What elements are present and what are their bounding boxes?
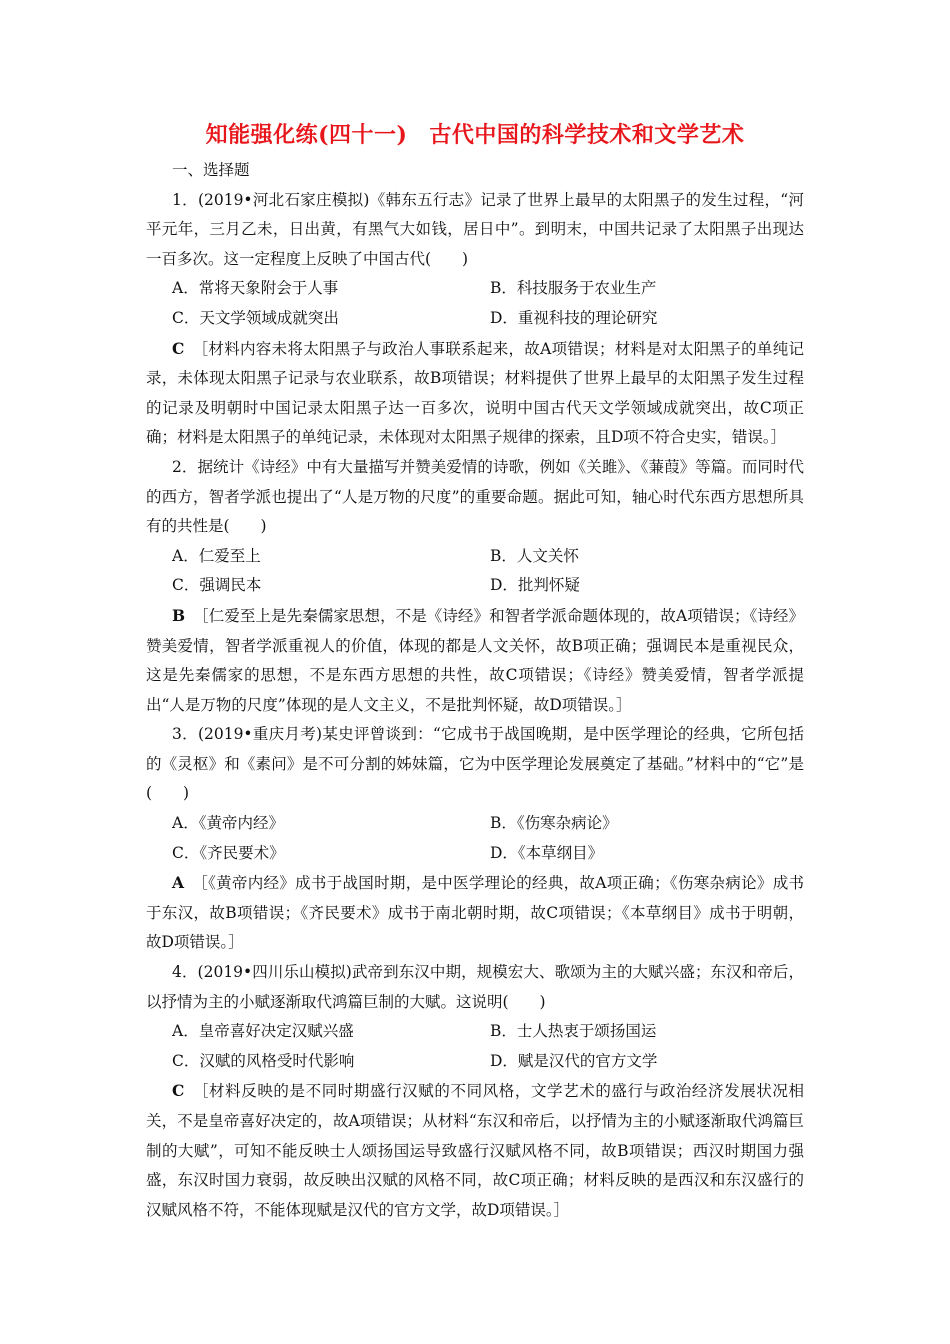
title-main: 知能强化练(四十一): [205, 122, 408, 148]
answer-explanation: ［《黄帝内经》成书于战国时期，是中医学理论的经典，故A项正确；《伤寒杂病论》成书于东汉，故B项错误；《齐民要术》成书于南北朝时期，故C项错误；《本草纲目》成书于明朝，故D项错误。］: [146, 874, 804, 952]
option-a: A．仁爱至上: [172, 546, 261, 565]
question-stem: 3．(2019•重庆月考)某史评曾谈到：“它成书于战国晚期，是中医学理论的经典，它所包括的《灵枢》和《素问》是不可分割的姊妹篇，它为中医学理论发展奠定了基础。”材料中的“它”是( ): [146, 725, 804, 803]
option-a: A．常将天象附会于人事: [172, 279, 339, 298]
answer-letter: B: [172, 605, 186, 625]
question-2: [146, 453, 804, 720]
option-b: B．士人热衷于颂扬国运: [490, 1022, 657, 1041]
question-4: [146, 958, 804, 1225]
answer-letter: C: [172, 1081, 185, 1101]
question-stem: 1．(2019•河北石家庄模拟)《韩东五行志》记录了世界上最早的太阳黑子的发生过程，“河平元年，三月乙未，日出黄，有黑气大如钱，居日中”。到明末，中国共记录了太阳黑子出现达一百多次。这一定程度上反映了中国古代( ): [146, 190, 804, 268]
option-c: C．强调民本: [172, 576, 262, 595]
answer-letter: C: [172, 338, 185, 358]
option-c: C．《齐民要术》: [172, 843, 285, 862]
option-b: B．人文关怀: [490, 546, 579, 565]
answer-block: [146, 601, 804, 720]
question-3: [146, 720, 804, 958]
question-stem: 4．(2019•四川乐山模拟)武帝到东汉中期，规模宏大、歌颂为主的大赋兴盛；东汉和帝后，以抒情为主的小赋逐渐取代鸿篇巨制的大赋。这说明( ): [146, 963, 804, 1011]
answer-explanation: ［仁爱至上是先秦儒家思想，不是《诗经》和智者学派命题体现的，故A项错误；《诗经》赞美爱情，智者学派重视人的价值，体现的都是人文关怀，故B项正确；强调民本是重视民众，这是先秦儒家的思想，不是东西方思想的共性，故C项错误；《诗经》赞美爱情，智者学派提出“人是万物的尺度”体现的是人文主义，不是批判怀疑，故D项错误。］: [146, 606, 804, 714]
options: [146, 1017, 804, 1076]
answer-block: [146, 334, 804, 453]
answer-explanation: ［材料内容未将太阳黑子与政治人事联系起来，故A项错误；材料是对太阳黑子的单纯记录，未体现太阳黑子记录与农业联系，故B项错误；材料提供了世界上最早的太阳黑子发生过程的记录及明朝时中国记录太阳黑子达一百多次，说明中国古代天文学领域成就突出，故C项正确；材料是太阳黑子的单纯记录，未体现对太阳黑子规律的探索，且D项不符合史实，错误。］: [146, 339, 804, 447]
answer-explanation: ［材料反映的是不同时期盛行汉赋的不同风格，文学艺术的盛行与政治经济发展状况相关，不是皇帝喜好决定的，故A项错误；从材料“东汉和帝后，以抒情为主的小赋逐渐取代鸿篇巨制的大赋”，可知不能反映士人颂扬国运导致盛行汉赋风格不同，故B项错误；西汉时期国力强盛，东汉时国力衰弱，故反映出汉赋的风格不同，故C项正确；材料反映的是西汉和东汉盛行的汉赋风格不符，不能体现赋是汉代的官方文学，故D项错误。］: [146, 1082, 804, 1219]
question-1: [146, 186, 804, 453]
option-d: D．《本草纲目》: [490, 843, 604, 862]
answer-letter: A: [172, 873, 185, 893]
options: [146, 809, 804, 868]
option-b: B．《伤寒杂病论》: [490, 814, 618, 833]
option-d: D．批判怀疑: [490, 576, 580, 595]
content: [146, 156, 804, 1225]
option-b: B．科技服务于农业生产: [490, 279, 657, 298]
option-c: C．天文学领域成就突出: [172, 308, 339, 327]
option-a: A．《黄帝内经》: [172, 814, 284, 833]
options: [146, 274, 804, 333]
option-a: A．皇帝喜好决定汉赋兴盛: [172, 1022, 354, 1041]
option-d: D．重视科技的理论研究: [490, 308, 658, 327]
answer-block: [146, 868, 804, 958]
question-stem: 2．据统计《诗经》中有大量描写并赞美爱情的诗歌，例如《关雎》、《蒹葭》等篇。而同时代的西方，智者学派也提出了“人是万物的尺度”的重要命题。据此可知，轴心时代东西方思想所具有的共性是( ): [146, 457, 804, 536]
option-c: C．汉赋的风格受时代影响: [172, 1051, 355, 1070]
options: [146, 542, 804, 601]
page-title: [0, 118, 950, 152]
section-heading: 一、选择题: [172, 161, 250, 179]
answer-block: [146, 1076, 804, 1225]
option-d: D．赋是汉代的官方文学: [490, 1051, 658, 1070]
title-sub: 古代中国的科学技术和文学艺术: [429, 122, 745, 148]
